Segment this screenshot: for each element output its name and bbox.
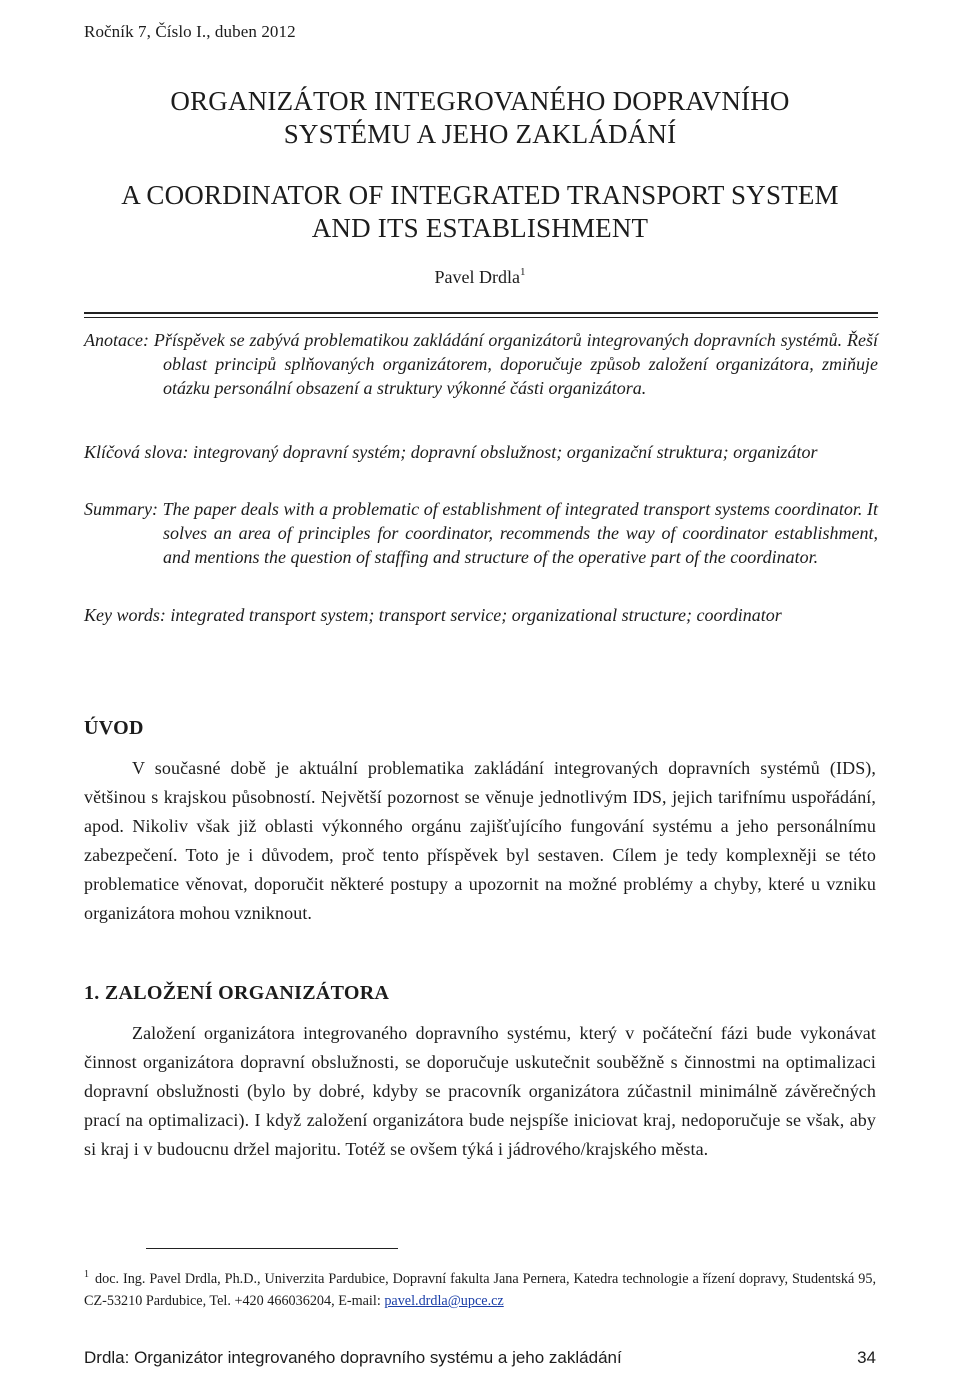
section-uvod-paragraph: V současné době je aktuální problematika zakládání integrovaných dopravních systémů (IDS), většinou s krajskou působností. Největší pozornost se věnuje jednotlivým IDS, jejich tarifnímu uspořádání, apod. Nikoliv však již oblasti výkonného orgánu zajišťujícího fungování systému a jeho personálnímu zabezpečení. Toto je i důvodem, proč tento příspěvek byl sestaven. Cílem je tedy komplexněji se této problematice věnovat, doporučit některé postupy a upozornit na možné problémy a chyby, které u vzniku organizátora mohou vzniknout. — [84, 758, 876, 923]
footnote-text: doc. Ing. Pavel Drdla, Ph.D., Univerzita Pardubice, Dopravní fakulta Jana Pernera, Katedra technologie a řízení dopravy, Studentská 95, CZ-53210 Pardubice, Tel. +420 466036204, E-mail: — [84, 1271, 876, 1309]
title-english — [60, 179, 900, 245]
title-english-line-1: A COORDINATOR OF INTEGRATED TRANSPORT SYSTEM — [121, 180, 839, 210]
abstract-anotace: Anotace: Příspěvek se zabývá problematikou zakládání organizátorů integrovaných dopravních systémů. Řeší oblast principů splňovaných organizátorem, doporučuje způsob založení organizátora, zmiňuje otázku personální obsazení a struktury výkonné části organizátora. — [84, 330, 878, 398]
footnote-email-link[interactable]: pavel.drdla@upce.cz — [384, 1293, 504, 1309]
keywords-czech: Klíčová slova: integrovaný dopravní systém; dopravní obslužnost; organizační struktura; organizátor — [84, 442, 818, 462]
section-heading-uvod: ÚVOD — [84, 717, 144, 739]
keywords-english: Key words: integrated transport system; transport service; organizational structure; coordinator — [84, 605, 782, 625]
title-czech-line-1: ORGANIZÁTOR INTEGROVANÉHO DOPRAVNÍHO — [170, 86, 790, 116]
section-1-paragraph: Založení organizátora integrovaného dopravního systému, který v počáteční fázi bude vykonávat činnost organizátora dopravní obslužnosti, se doporučuje uskutečnit souběžně s činnostmi na optimalizaci dopravní obslužnosti (bylo by dobré, kdyby se pracovník organizátora zúčastnil minimálně závěrečných prací na optimalizaci). I když založení organizátora bude nejspíše iniciovat kraj, nedoporučuje se však, aby si kraj i v budoucnu držel majoritu. Totéž se ovšem týká i jádrového/krajského města. — [84, 1023, 876, 1159]
abstract-summary: Summary: The paper deals with a problematic of establishment of integrated transport systems coordinator. It solves an area of principles for coordinator, recommends the way of coordinator establishment, and mentions the question of staffing and structure of the operative part of the coordinator. — [84, 499, 878, 567]
footnote — [84, 1264, 876, 1312]
journal-issue-header: Ročník 7, Číslo I., duben 2012 — [84, 22, 296, 41]
title-divider-thin — [84, 317, 878, 318]
title-czech — [60, 85, 900, 151]
author-name: Pavel Drdla — [434, 267, 520, 287]
title-divider-thick — [84, 312, 878, 314]
section-heading-1: 1. ZALOŽENÍ ORGANIZÁTORA — [84, 982, 390, 1004]
author-line — [60, 266, 900, 288]
title-english-line-2: AND ITS ESTABLISHMENT — [311, 213, 649, 243]
running-footer-title: Drdla: Organizátor integrovaného dopravního systému a jeho zakládání — [84, 1348, 622, 1367]
title-czech-line-2: SYSTÉMU A JEHO ZAKLÁDÁNÍ — [283, 119, 677, 149]
footnote-separator — [146, 1248, 398, 1249]
footnote-mark: 1 — [84, 1269, 89, 1280]
author-footnote-mark: 1 — [519, 266, 526, 278]
page-number: 34 — [857, 1348, 876, 1367]
